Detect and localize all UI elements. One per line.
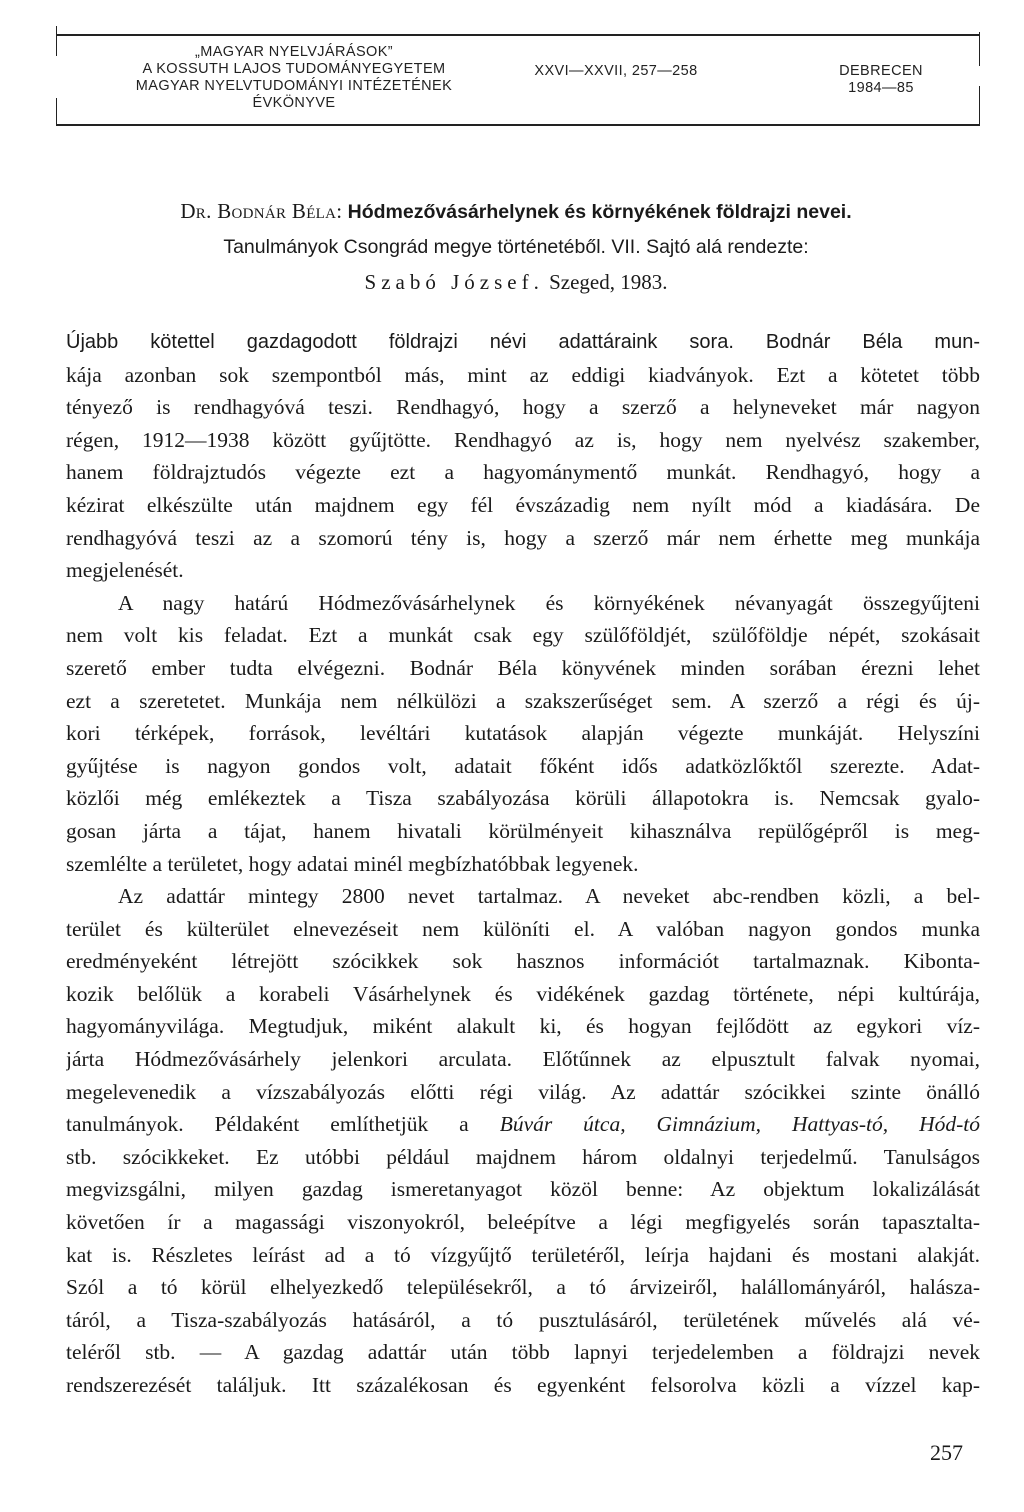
body-line: tanulmányok. Példaként említhetjük a Búvár útca, Gimnázium, Hattyas-tó, Hód-tó	[66, 1112, 980, 1137]
body-line: Az adattár mintegy 2800 nevet tartalmaz. A neveket abc-rendben közli, a bel-	[118, 884, 980, 909]
body-line: tényező is rendhagyóvá teszi. Rendhagyó, hogy a szerző a helyneveket már nagyon	[66, 395, 980, 420]
body-line: kozik belőlük a korabeli Vásárhelynek és vidékének gazdag története, népi kultúrája,	[66, 981, 980, 1006]
body-line: szemlélte a területet, hogy adatai minél megbízhatóbbak legyenek.	[66, 851, 639, 876]
publication-place: DEBRECEN	[839, 63, 923, 79]
header-rule-mark	[56, 26, 57, 56]
header-rule-mark	[979, 32, 980, 66]
review-heading-line-1	[96, 194, 936, 230]
body-line: stb. szócikkeket. Ez utóbbi például majdnem három oldalnyi terjedelmű. Tanulságos	[66, 1144, 980, 1169]
review-heading-line-3	[96, 265, 936, 300]
body-line: kája azonban sok szempontból más, mint az eddigi kiadványok. Ezt a kötetet több	[66, 362, 980, 387]
review-author: Dr. Bodnár Béla:	[180, 199, 343, 223]
body-line: követően ír a magassági viszonyokról, beleépítve a légi megfigyelés során tapasztalta-	[66, 1210, 980, 1235]
body-line: Szól a tó körül elhelyezkedő településekről, a tó árvizeiről, halállományáról, halásza-	[66, 1275, 980, 1300]
body-line: nem volt kis feladat. Ezt a munkát csak egy szülőföldjét, szülőföldje népét, szokásait	[66, 623, 980, 648]
review-place-year: Szeged, 1983.	[549, 270, 668, 294]
body-line: eredményeként létrejött szócikkek sok hasznos információt tartalmaznak. Kibonta-	[66, 949, 980, 974]
review-heading	[96, 194, 936, 300]
volume-pages: XXVI—XXVII, 257—258	[534, 63, 698, 79]
body-line: rendhagyóvá teszi az a szomorú tény is, hogy a szerző már nem érhette meg munkája	[66, 525, 980, 550]
body-line: közlői még emlékeztek a Tisza szabályozása körüli állapotokra is. Nemcsak gyalo-	[66, 786, 980, 811]
header-rule-mark	[56, 98, 57, 126]
body-line: terület és külterület elnevezéseit nem különíti el. A valóban nagyon gondos munka	[66, 916, 980, 941]
journal-title-line: „MAGYAR NYELVJÁRÁSOK”	[194, 44, 393, 60]
journal-title-line: MAGYAR NYELVTUDOMÁNYI INTÉZETÉNEK	[135, 78, 453, 94]
publication-years: 1984—85	[848, 80, 914, 96]
body-line: megelevenedik a vízszabályozás előtti régi világ. Az adattár szócikkei szinte önálló	[66, 1079, 980, 1104]
body-line: kat is. Részletes leírást ad a tó vízgyűjtő területéről, leírja hajdani és mostani alakját.	[66, 1242, 980, 1267]
body-line: A nagy határú Hódmezővásárhelynek és környékének névanyagát összegyűjteni	[118, 590, 980, 615]
body-line: megvizsgálni, milyen gazdag ismeretanyagot közöl benne: Az objektum lokalizálását	[66, 1177, 980, 1202]
body-line: táról, a Tisza-szabályozás hatásáról, a tó pusztulásáról, területének művelés alá vé-	[66, 1307, 980, 1332]
journal-header	[56, 34, 980, 126]
body-line: hanem földrajztudós végezte ezt a hagyománymentő munkát. Rendhagyó, hogy a	[66, 460, 980, 485]
body-line: kézirat elkészülte után majdnem egy fél évszázadig nem nyílt mód a kiadására. De	[66, 492, 980, 517]
body-line: régen, 1912—1938 között gyűjtötte. Rendhagyó az is, hogy nem nyelvész szakember,	[66, 427, 980, 452]
body-line: szerető ember tudta elvégezni. Bodnár Béla könyvének minden sorában érezni lehet	[66, 655, 980, 680]
body-line: Újabb kötettel gazdagodott földrajzi névi adattáraink sora. Bodnár Béla mun-	[66, 331, 980, 353]
body-line: megjelenését.	[66, 558, 184, 583]
review-book-title: Hódmezővásárhelynek és környékének földrajzi nevei.	[347, 201, 852, 223]
journal-title-block	[74, 44, 514, 112]
journal-title-line: A KOSSUTH LAJOS TUDOMÁNYEGYETEM	[142, 61, 446, 77]
review-body	[66, 326, 980, 1402]
body-line: járta Hódmezővásárhely jelenkori arculata. Előtűnnek az elpusztult falvak nyomai,	[66, 1047, 980, 1072]
example-entries: Búvár útca, Gimnázium, Hattyas-tó, Hód-tó	[499, 1112, 980, 1137]
body-line: hagyományvilága. Megtudjuk, miként alakult ki, és hogyan fejlődött az egykori víz-	[66, 1014, 980, 1039]
page-number: 257	[930, 1440, 963, 1465]
body-line: ezt a szeretetet. Munkája nem nélkülözi a szakszerűséget sem. A szerző a régi és új-	[66, 688, 980, 713]
body-line: gyűjtése is nagyon gondos volt, adatait főként idős adatközlőktől szerezte. Adat-	[66, 753, 980, 778]
journal-title-line: ÉVKÖNYVE	[252, 95, 336, 111]
body-line: rendszerezését találjuk. Itt százalékosan és egyenként felsorolva közli a vízzel kap-	[66, 1373, 980, 1397]
body-line: gosan járta a tájat, hanem hivatali körülményeit kihasználva repülőgépről is meg-	[66, 818, 980, 843]
body-line: kori térképek, források, levéltári kutatások alapján végezte munkáját. Helyszíni	[66, 721, 980, 746]
place-years	[791, 63, 971, 97]
review-series: Tanulmányok Csongrád megye történetéből. VII. Sajtó alá rendezte:	[223, 236, 809, 258]
body-line: teléről stb. — A gazdag adattár után több lapnyi terjedelemben a földrajzi nevek	[66, 1340, 980, 1365]
review-editor: Szabó József.	[364, 270, 544, 294]
header-rule-mark	[979, 86, 980, 126]
